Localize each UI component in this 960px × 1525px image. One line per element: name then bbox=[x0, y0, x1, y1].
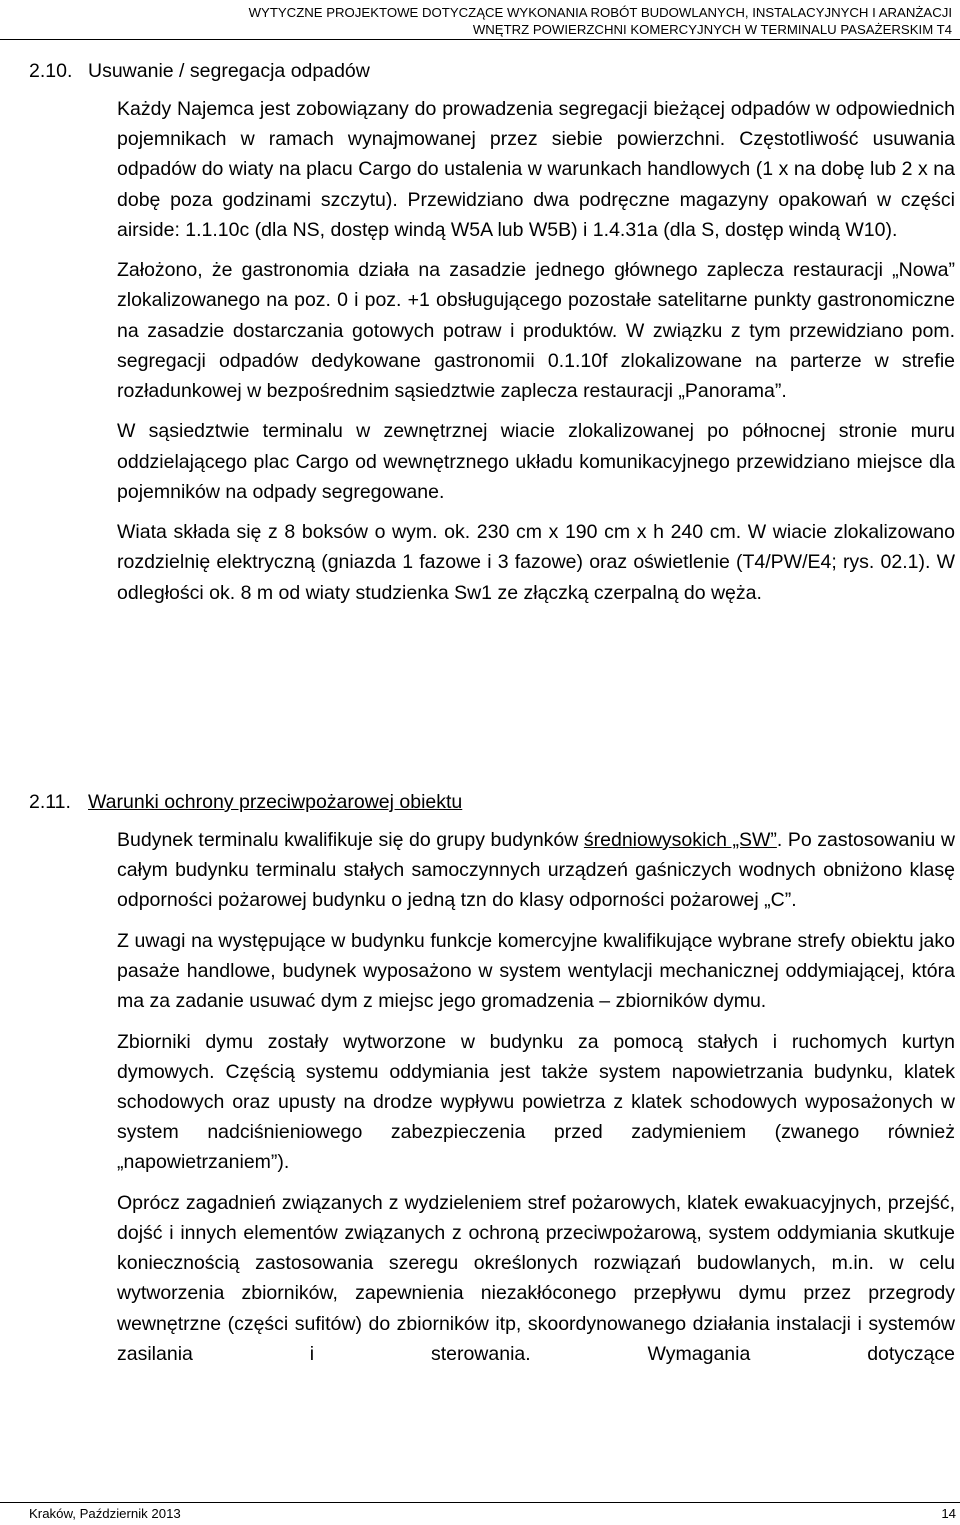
header-line-1: WYTYCZNE PROJEKTOWE DOTYCZĄCE WYKONANIA ROBÓT BUDOWLANYCH, INSTALACYJNYCH I ARANŻACJI bbox=[248, 5, 952, 20]
section-title: Usuwanie / segregacja odpadów bbox=[88, 60, 370, 82]
section-heading-2-11 bbox=[29, 789, 462, 815]
paragraph: Zbiorniki dymu zostały wytworzone w budynku za pomocą stałych i ruchomych kurtyn dymowych. Częścią systemu oddymiania jest także system napowietrzania budynku, klatek schodowych oraz upusty na drodze wypływu powietrza z klatek schodowych wyposażonych w system nadciśnieniowego zabezpieczenia przed zadymieniem (zwanego również „napowietrzaniem”). bbox=[117, 1030, 955, 1174]
paragraph bbox=[117, 825, 955, 916]
page-number: 14 bbox=[941, 1506, 956, 1521]
paragraph: Każdy Najemca jest zobowiązany do prowadzenia segregacji bieżącej odpadów w odpowiednich pojemnikach w ramach wynajmowanej przez siebie powierzchni. Częstotliwość usuwania odpadów do wiaty na placu Cargo do ustalenia w warunkach handlowych (1 x na dobę lub 2 x na dobę poza godzinami szczytu). Przewidziano dwa podręczne magazyny opakowań w części airside: 1.1.10c (dla NS, dostęp windą W5A lub W5B) i 1.4.31a (dla S, dostęp windą W10). bbox=[117, 98, 955, 241]
building-class-link: średniowysokich „SW” bbox=[583, 829, 777, 851]
paragraph: Wiata składa się z 8 boksów o wym. ok. 230 cm x 190 cm x h 240 cm. W wiacie zlokalizowano rozdzielnię elektryczną (gniazda 1 fazowe i 3 fazowe) oraz oświetlenie (T4/PW/E4; rys. 02.1). W odległości ok. 8 m od wiaty studzienka Sw1 ze złączką czerpalną do węża. bbox=[117, 521, 955, 604]
section-title: Warunki ochrony przeciwpożarowej obiektu bbox=[88, 791, 463, 813]
paragraph: Założono, że gastronomia działa na zasadzie jednego głównego zaplecza restauracji „Nowa” zlokalizowanego na poz. 0 i poz. +1 obsługującego pozostałe satelitarne punkty gastronomiczne na zasadzie dostarczania gotowych potraw i produktów. W związku z tym przewidziano pom. segregacji odpadów dedykowane gastronomii 0.1.10f zlokalizowane na parterze w strefie rozładunkowej w bezpośrednim sąsiedztwie zaplecza restauracji „Panorama”. bbox=[117, 259, 955, 403]
paragraph: Oprócz zagadnień związanych z wydzieleniem stref pożarowych, klatek ewakuacyjnych, przejść, dojść i innych elementów związanych z ochroną przeciwpożarową, system oddymiania skutkuje koniecznością zastosowania szeregu określonych rozwiązań budowlanych, m.in. w celu wytworzenia zbiorników, zapewnienia niezakłóconego przepływu dymu przez przegrody wewnętrzne (części sufitów) do zbiorników itp, skoordynowanego działania instalacji i systemów zasilania i sterowania. Wymagania dotyczące bbox=[117, 1191, 955, 1365]
paragraph: Z uwagi na występujące w budynku funkcje komercyjne kwalifikujące wybrane strefy obiektu jako pasaże handlowe, budynek wyposażono w system wentylacji mechanicznej oddymiającej, która ma za zadanie usuwać dym z miejsc jego gromadzenia – zbiorników dymu. bbox=[117, 929, 955, 1013]
section-number: 2.11. bbox=[29, 791, 71, 813]
paragraph-text: Budynek terminalu kwalifikuje się do grupy budynków bbox=[117, 829, 584, 851]
section-heading-2-10 bbox=[29, 58, 370, 84]
section-number: 2.10. bbox=[29, 60, 73, 82]
section-2-11-body bbox=[117, 825, 955, 1369]
page-header bbox=[249, 4, 952, 38]
section-2-10-body bbox=[117, 94, 955, 608]
header-line-2: WNĘTRZ POWIERZCHNI KOMERCYJNYCH W TERMINALU PASAŻERSKIM T4 bbox=[472, 22, 952, 37]
paragraph: W sąsiedztwie terminalu w zewnętrznej wiacie zlokalizowanej po północnej stronie muru oddzielającego plac Cargo od wewnętrznego układu komunikacyjnego przewidziano miejsce dla pojemników na odpady segregowane. bbox=[117, 420, 955, 503]
paragraph-text: . Po zastosowaniu w całym budynku terminalu stałych samoczynnych urządzeń gaśniczych wodnych obniżono klasę odporności pożarowej budynku o jedną tzn do klasy odporności pożarowej „C”. bbox=[117, 829, 955, 912]
footer-divider bbox=[0, 1502, 960, 1503]
header-divider bbox=[0, 39, 960, 40]
footer-date: Kraków, Październik 2013 bbox=[29, 1506, 181, 1521]
